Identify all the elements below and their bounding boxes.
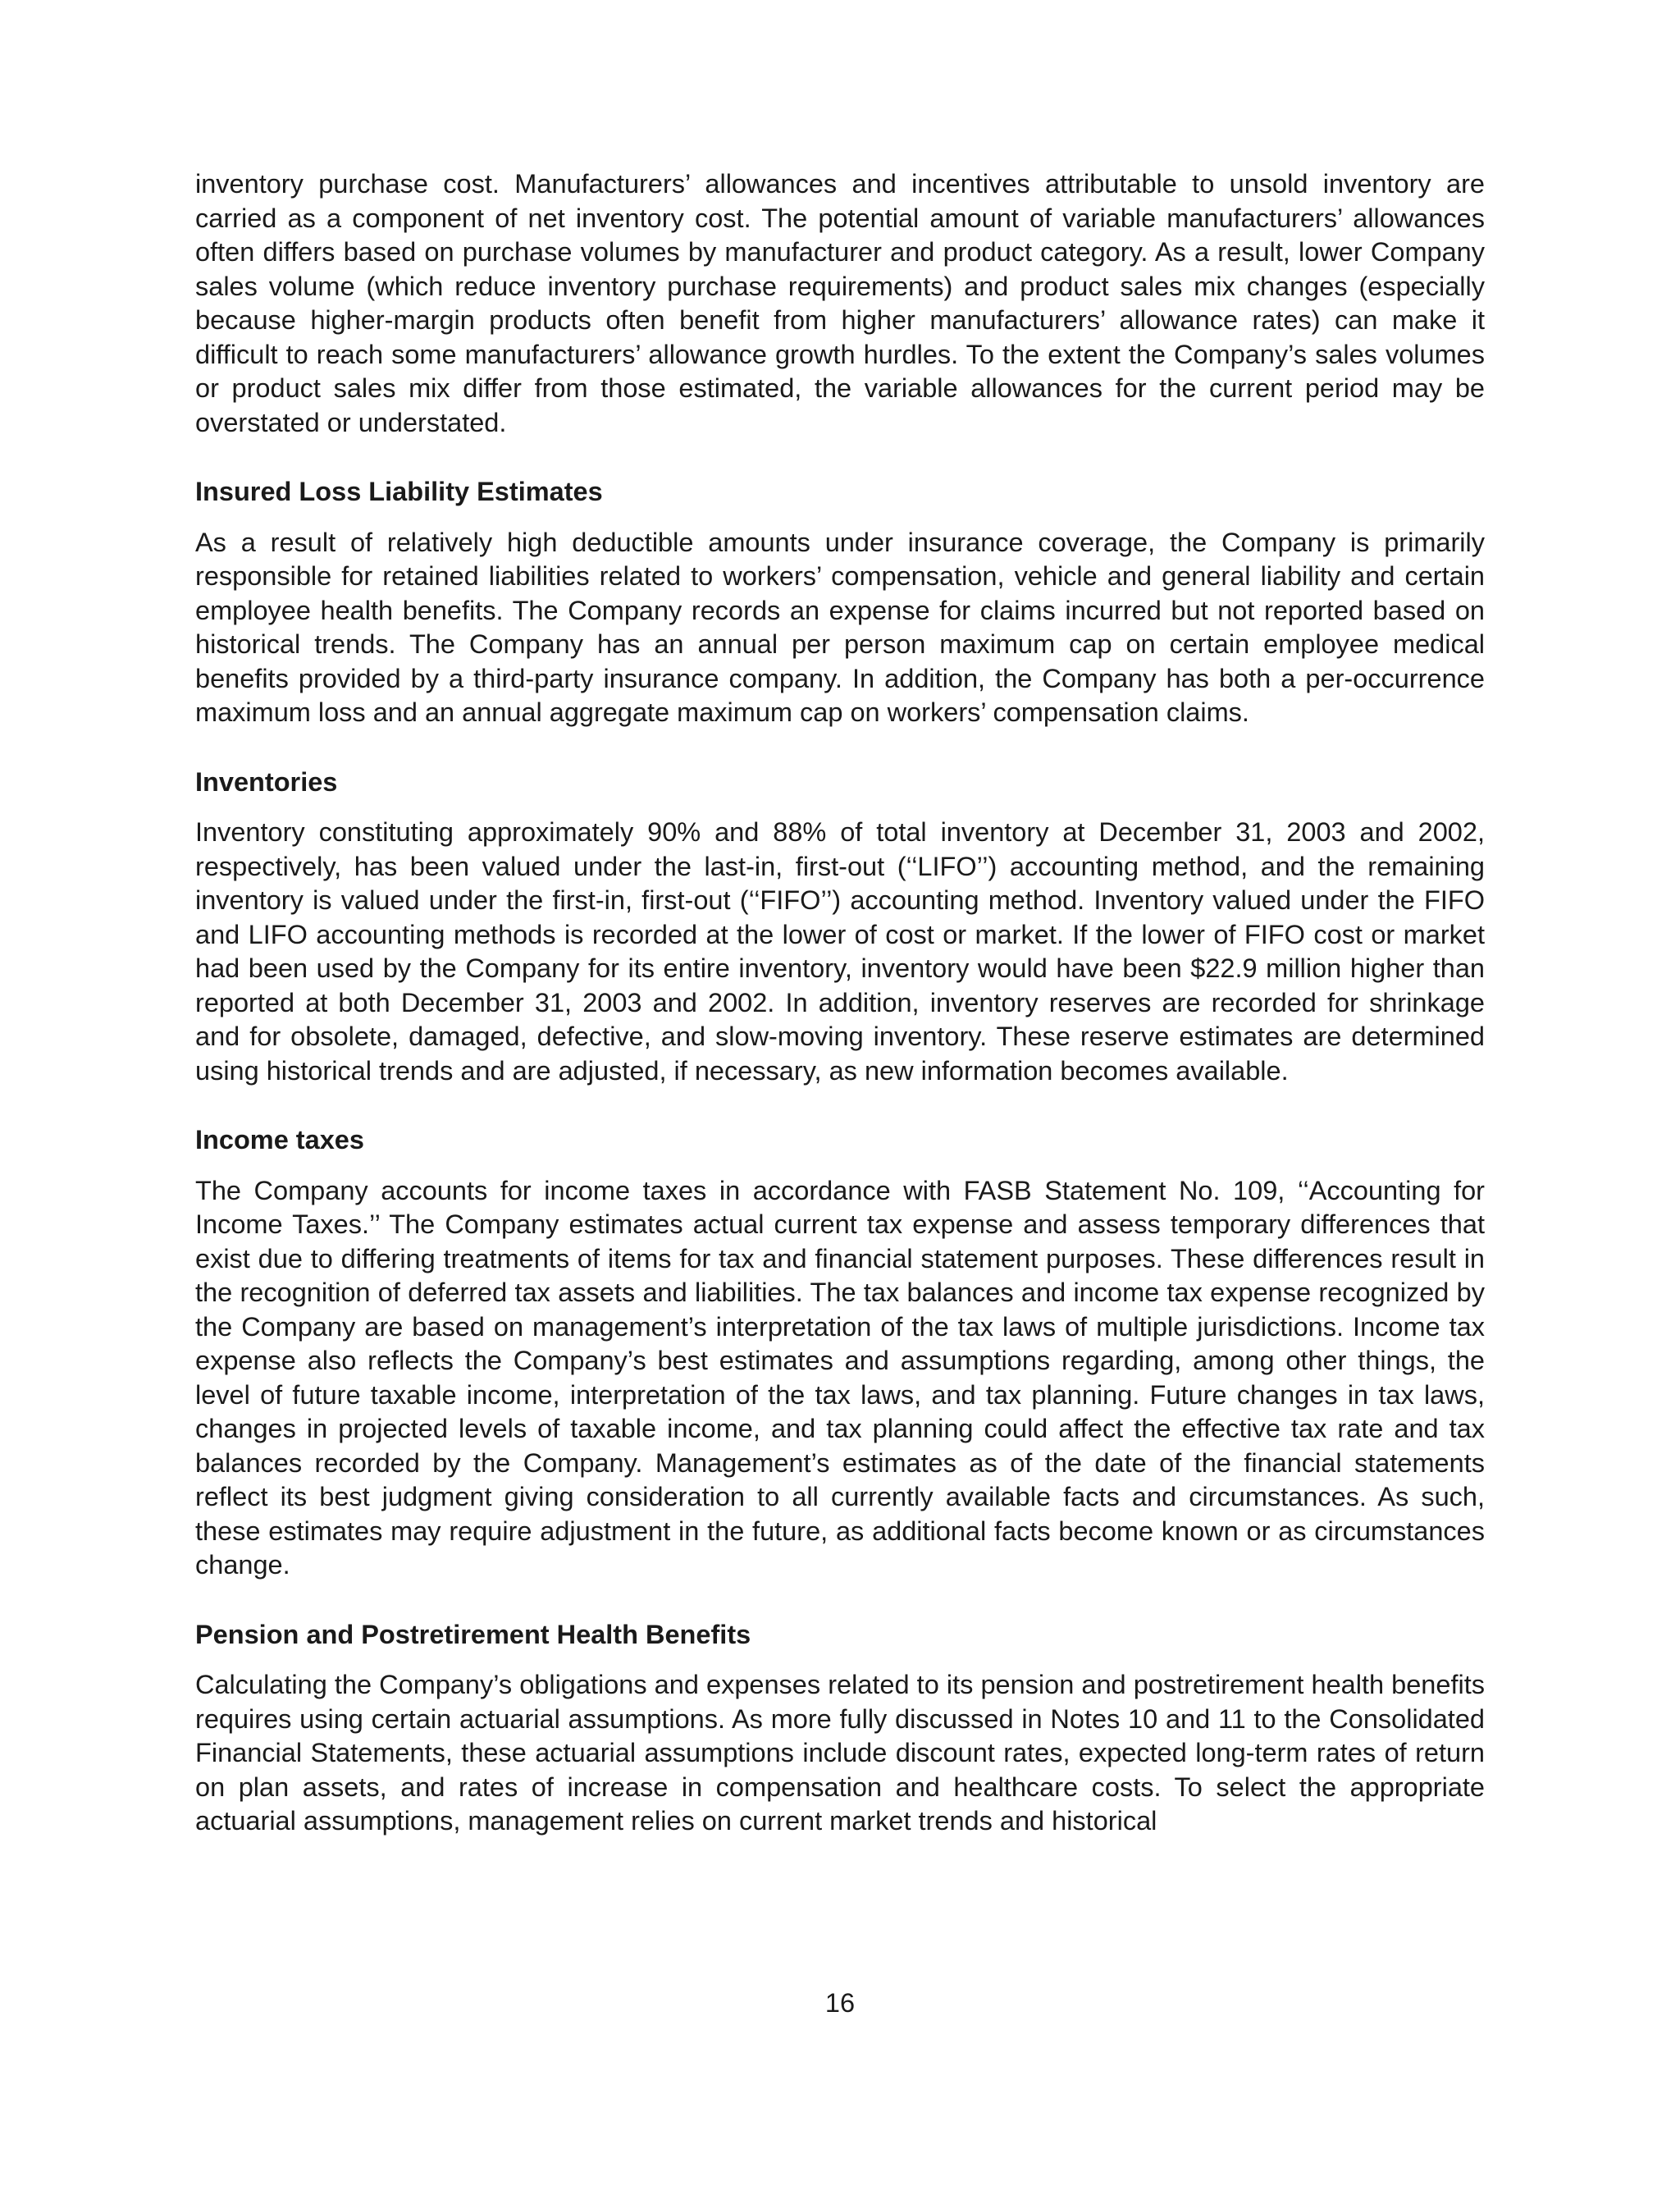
page-number: 16 xyxy=(824,1988,856,2018)
section-heading-inventories: Inventories xyxy=(195,766,338,797)
section-heading-income-taxes: Income taxes xyxy=(195,1125,364,1154)
section-body-insured-loss: As a result of relatively high deductible amounts under insurance coverage, the Company is primarily responsible for retained liabilities related to workers’ compensation, vehicle and general liability and certain employee health benefits. The Company records an expense for claims incurred but not reported based on historical trends. The Company has an annual per person maximum cap on certain employee medical benefits provided by a third-party insurance company. In addition, the Company has both a per-occurrence maximum loss and an annual aggregate maximum cap on workers’ compensation claims. xyxy=(195,527,1485,727)
section-body-income-taxes: The Company accounts for income taxes in accordance with FASB Statement No. 109, ‘‘Accounting for Income Taxes.’’ The Company estimates actual current tax expense and assess temporary differences that exist due to differing treatments of items for tax and financial statement purposes. These differences result in the recognition of deferred tax assets and liabilities. The tax balances and income tax expense recognized by the Company are based on management’s interpretation of the tax laws of multiple jurisdictions. Income tax expense also reflects the Company’s best estimates and assumptions regarding, among other things, the level of future taxable income, interpretation of the tax laws, and tax planning. Future changes in tax laws, changes in projected levels of taxable income, and tax planning could affect the effective tax rate and tax balances recorded by the Company. Management’s estimates as of the date of the financial statements reflect its best judgment giving consideration to all currently available facts and circumstances. As such, these estimates may require adjustment in the future, as additional facts become known or as circumstances change. xyxy=(195,1175,1485,1580)
section-body-inventories: Inventory constituting approximately 90% and 88% of total inventory at December 31, 2003 and 2002, respectively, has been valued under the last-in, first-out (‘‘LIFO’’) accounting method, and the remaining inventory is valued under the first-in, first-out (‘‘FIFO’’) accounting method. Inventory valued under the FIFO and LIFO accounting methods is recorded at the lower of cost or market. If the lower of FIFO cost or market had been used by the Company for its entire inventory, inventory would have been $22.9 million higher than reported at both December 31, 2003 and 2002. In addition, inventory reserves are recorded for shrinkage and for obsolete, damaged, defective, and slow-moving inventory. These reserve estimates are determined using historical trends and are adjusted, if necessary, as new information becomes available. xyxy=(195,817,1485,1086)
page-content xyxy=(195,167,1485,1839)
section-body-pension: Calculating the Company’s obligations and expenses related to its pension and postretirement health benefits requires using certain actuarial assumptions. As more fully discussed in Notes 10 and 11 to the Consolidated Financial Statements, these actuarial assumptions include discount rates, expected long-term rates of return on plan assets, and rates of increase in compensation and healthcare costs. To select the appropriate actuarial assumptions, management relies on current market trends and historical xyxy=(195,1670,1485,1836)
section-heading-insured-loss: Insured Loss Liability Estimates xyxy=(195,477,603,506)
section-heading-pension: Pension and Postretirement Health Benefits xyxy=(195,1619,751,1649)
intro-paragraph: inventory purchase cost. Manufacturers’ allowances and incentives attributable to unsold inventory are carried as a component of net inventory cost. The potential amount of variable manufacturers’ allowances often differs based on purchase volumes by manufacturer and product category. As a result, lower Company sales volume (which reduce inventory purchase requirements) and product sales mix changes (especially because higher-margin products often benefit from higher manufacturers’ allowance rates) can make it difficult to reach some manufacturers’ allowance growth hurdles. To the extent the Company’s sales volumes or product sales mix differ from those estimated, the variable allowances for the current period may be overstated or understated. xyxy=(195,169,1485,437)
